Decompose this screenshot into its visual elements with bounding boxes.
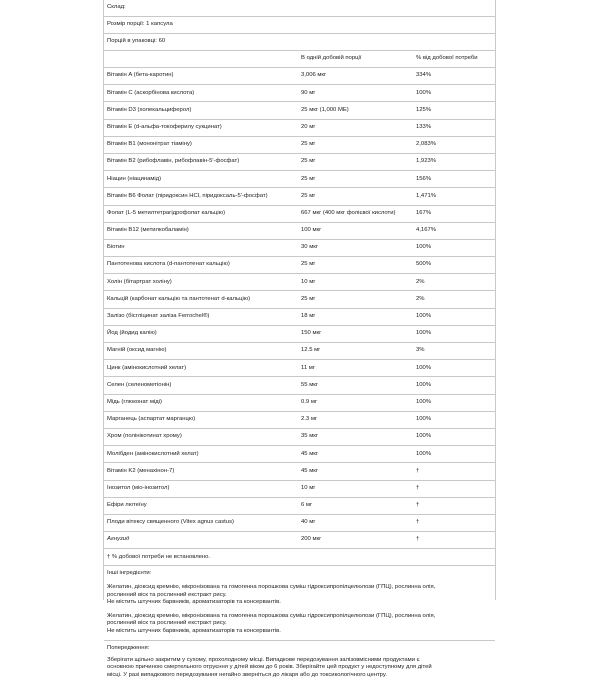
- nutrient-row: [104, 274, 495, 291]
- warning-text-line: основною причиною смертельного отруєння у дітей віком до 6 років. Зберігайте цей продукт у недоступному для дітей: [107, 664, 432, 671]
- nutrient-daily-value: 2,083%: [416, 141, 436, 148]
- nutrient-name: Цинк (амінокислотний хелат): [107, 364, 187, 371]
- nutrient-amount: 25 мг: [301, 141, 316, 148]
- nutrient-daily-value: 4,167%: [416, 227, 436, 234]
- nutrient-daily-value: 125%: [416, 106, 432, 113]
- nutrient-name: Біотин: [107, 244, 125, 251]
- nutrient-name: Вітамін D3 (холекальциферол): [107, 106, 192, 113]
- nutrient-amount: 25 мг: [301, 192, 316, 199]
- nutrient-daily-value: 133%: [416, 123, 432, 130]
- nutrient-name: Вітамін B6 Фолат (піридоксин HCl, піридоксаль-5'-фосфат): [107, 192, 268, 199]
- serving-size: Розмір порції: 1 капсула: [107, 21, 173, 28]
- nutrient-daily-value: †: [416, 536, 420, 543]
- nutrient-name: Селен (селенометіонін): [107, 381, 172, 388]
- nutrient-row: [104, 343, 495, 360]
- nutrient-daily-value: 100%: [416, 313, 432, 320]
- warning-text-line: Зберігати щільно закритим у сухому, прохолодному місці. Випадкове передозування залізовмісними продуктами є: [107, 656, 420, 663]
- nutrient-name: Кальцій (карбонат кальцію та пантотенат d-кальцію): [107, 295, 251, 302]
- ingredients-text-line: рослинний віск та рослинний екстракт рису.: [107, 591, 227, 598]
- nutrient-daily-value: 100%: [416, 364, 432, 371]
- nutrient-name: Плоди вітексу священного (Vitex agnus castus): [107, 519, 234, 526]
- nutrient-name: Хром (полінікотинат хрому): [107, 433, 182, 440]
- nutrient-name: Вітамін B1 (мононітрат тіаміну): [107, 141, 192, 148]
- nutrient-amount: 667 мкг (400 мкг фолієвої кислоти): [301, 209, 396, 216]
- nutrient-name: Йод (йодид калію): [107, 330, 157, 337]
- column-header-amount: В одній добовій порції: [301, 55, 362, 62]
- nutrient-row: [104, 120, 495, 137]
- servings-per-container: Порцій в упаковці: 60: [107, 38, 166, 45]
- nutrient-amount: 35 мкг: [301, 433, 318, 440]
- nutrient-amount: 100 мкг: [301, 227, 322, 234]
- nutrient-daily-value: 100%: [416, 450, 432, 457]
- nutrient-daily-value: 2%: [416, 295, 425, 302]
- nutrient-name: Інозитол (міо-інозитол): [107, 484, 170, 491]
- nutrient-row: [104, 206, 495, 223]
- nutrient-name: Вітамін K2 (менахінон-7): [107, 467, 175, 474]
- nutrient-row: [104, 188, 495, 205]
- nutrient-daily-value: 334%: [416, 72, 432, 79]
- nutrient-amount: 0.9 мг: [301, 398, 318, 405]
- nutrient-row: [104, 377, 495, 394]
- nutrient-daily-value: 156%: [416, 175, 432, 182]
- nutrient-row: [104, 171, 495, 188]
- nutrient-daily-value: 1,923%: [416, 158, 436, 165]
- nutrient-row: [104, 291, 495, 308]
- nutrient-name: Вітамін C (аскорбінова кислота): [107, 89, 195, 96]
- nutrient-row: [104, 257, 495, 274]
- nutrient-name: Марганець (аспартат марганцю): [107, 416, 196, 423]
- nutrient-amount: 6 мг: [301, 502, 313, 509]
- nutrient-name: Магній (оксид магнію): [107, 347, 167, 354]
- nutrient-daily-value: 100%: [416, 89, 432, 96]
- nutrient-row: [104, 532, 495, 549]
- nutrient-daily-value: 100%: [416, 433, 432, 440]
- column-header-daily-value: % від добової потреби: [416, 55, 478, 62]
- nutrient-daily-value: 100%: [416, 381, 432, 388]
- servings-per-container-row: [104, 34, 495, 51]
- nutrient-amount: 25 мг: [301, 175, 316, 182]
- nutrient-name: Вітамін E (d-альфа-токоферилу сукцинат): [107, 123, 222, 130]
- other-ingredients-section: [104, 566, 495, 641]
- nutrient-row: [104, 137, 495, 154]
- nutrient-amount: 2.3 мг: [301, 416, 318, 423]
- warning-text-line: місці. У разі випадкового передозування негайно зверніться до лікаря або до токсикологічного центру.: [107, 671, 387, 678]
- nutrient-row: [104, 498, 495, 515]
- nutrient-row: [104, 240, 495, 257]
- table-header-row: [104, 51, 495, 68]
- nutrient-daily-value: 1,471%: [416, 192, 436, 199]
- nutrient-amount: 25 мг: [301, 158, 316, 165]
- footnote: † % добової потреби не встановлено.: [107, 553, 211, 560]
- ingredients-text-line: Не містить штучних барвників, ароматизаторів та консервантів.: [107, 627, 281, 634]
- nutrient-amount: 25 мкг (1,000 МЕ): [301, 106, 349, 113]
- nutrient-daily-value: 167%: [416, 209, 432, 216]
- nutrient-name: Залізо (бісгліцинат заліза Ferrochel®): [107, 313, 210, 320]
- nutrient-amount: 55 мкг: [301, 381, 318, 388]
- ingredients-text-line: Желатин, діоксид кремнію, мікронізована та гомогенна порошкова суміш гідроксипропілцелюлози (ГПЦ), рослинна олія,: [107, 584, 436, 591]
- nutrient-daily-value: †: [416, 484, 420, 491]
- nutrient-row: [104, 360, 495, 377]
- nutrient-amount: 10 мг: [301, 484, 316, 491]
- composition-title: Склад:: [107, 4, 126, 11]
- nutrient-amount: 40 мг: [301, 519, 316, 526]
- nutrient-amount: 90 мг: [301, 89, 316, 96]
- nutrient-amount: 11 мг: [301, 364, 315, 371]
- serving-size-row: [104, 17, 495, 34]
- nutrient-row: [104, 223, 495, 240]
- nutrient-amount: 150 мкг: [301, 330, 322, 337]
- nutrient-amount: 25 мг: [301, 295, 316, 302]
- nutrient-row: [104, 68, 495, 85]
- nutrient-row: [104, 395, 495, 412]
- nutrient-name: Фолат (L-5 метилтетрагідрофолат кальцію): [107, 209, 226, 216]
- nutrient-daily-value: 2%: [416, 278, 425, 285]
- nutrient-amount: 25 мг: [301, 261, 316, 268]
- warnings-title: Попередження:: [107, 644, 150, 651]
- nutrient-name: Ефіри лютеїну: [107, 502, 147, 509]
- nutrient-name: Молібден (амінокислотний хелат): [107, 450, 199, 457]
- nutrient-amount: 45 мкг: [301, 450, 318, 457]
- nutrient-amount: 30 мкг: [301, 244, 318, 251]
- nutrient-amount: 12.5 мг: [301, 347, 321, 354]
- nutrient-name: Мідь (глюконат міді): [107, 398, 162, 405]
- nutrient-amount: 200 мкг: [301, 536, 322, 543]
- nutrient-name: Вітамін A (бета-каротин): [107, 72, 174, 79]
- nutrient-row: [104, 309, 495, 326]
- nutrient-amount: 3,006 мкг: [301, 72, 327, 79]
- nutrient-row: [104, 85, 495, 102]
- nutrient-row: [104, 515, 495, 532]
- nutrient-amount: 20 мг: [301, 123, 316, 130]
- nutrient-daily-value: †: [416, 519, 420, 526]
- supplement-facts-panel: [103, 0, 496, 678]
- nutrient-daily-value: 500%: [416, 261, 432, 268]
- nutrient-daily-value: †: [416, 467, 420, 474]
- nutrient-name: Холін (бітартрат холіну): [107, 278, 172, 285]
- nutrient-amount: 45 мкг: [301, 467, 318, 474]
- nutrient-name: Вітамін B12 (метилкобаламін): [107, 227, 189, 234]
- warnings-section: [104, 641, 495, 679]
- nutrient-table-body: [104, 68, 495, 549]
- nutrient-daily-value: 3%: [416, 347, 425, 354]
- nutrient-daily-value: 100%: [416, 244, 432, 251]
- ingredients-text-line: Не містить штучних барвників, ароматизаторів та консервантів.: [107, 598, 281, 605]
- nutrient-row: [104, 429, 495, 446]
- nutrient-row: [104, 481, 495, 498]
- nutrient-amount: 10 мг: [301, 278, 316, 285]
- nutrient-name: Вітамін B2 (рибофлавін, рибофлавін-5'-фосфат): [107, 158, 240, 165]
- nutrient-name: Пантотенова кислота (d-пантотенат кальцію): [107, 261, 230, 268]
- footnote-row: [104, 549, 495, 566]
- nutrient-row: [104, 102, 495, 119]
- composition-title-row: [104, 0, 495, 17]
- nutrient-row: [104, 446, 495, 463]
- nutrient-daily-value: 100%: [416, 398, 432, 405]
- nutrient-row: [104, 412, 495, 429]
- nutrient-row: [104, 154, 495, 171]
- nutrient-daily-value: 100%: [416, 330, 432, 337]
- ingredients-text-line: Желатин, діоксид кремнію, мікронізована та гомогенна порошкова суміш гідроксипропілцелюлози (ГПЦ), рослинна олія,: [107, 612, 436, 619]
- nutrient-row: [104, 463, 495, 480]
- nutrient-daily-value: 100%: [416, 416, 432, 423]
- nutrient-name: Ніацин (ніацинамід): [107, 175, 162, 182]
- nutrient-row: [104, 326, 495, 343]
- nutrient-name: Агнузид: [107, 536, 130, 543]
- ingredients-text-line: рослинний віск та рослинний екстракт рису.: [107, 620, 227, 627]
- nutrient-amount: 18 мг: [301, 313, 316, 320]
- nutrient-daily-value: †: [416, 502, 420, 509]
- other-ingredients-title: Інші інгредієнти:: [107, 570, 152, 577]
